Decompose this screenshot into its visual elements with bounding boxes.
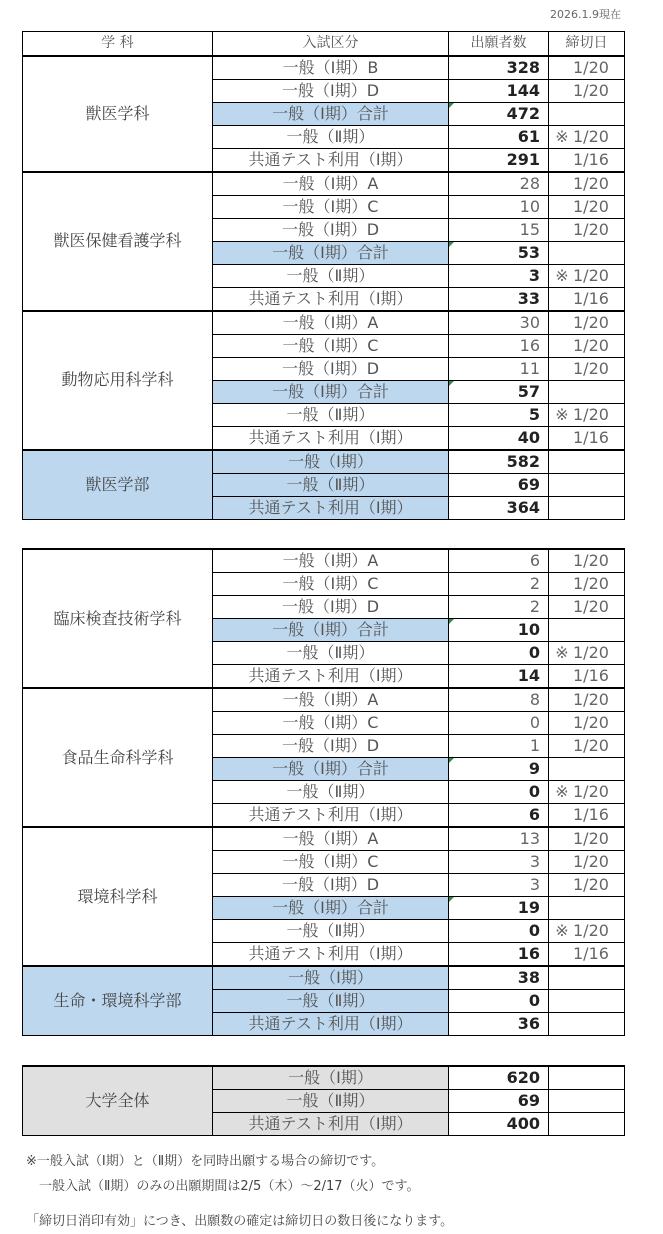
applications-table-life-env — [22, 548, 625, 1036]
applicant-count: 9 — [449, 758, 549, 781]
department-name: 獣医学科 — [23, 56, 213, 172]
deadline-date: 1/20 — [573, 265, 609, 285]
table-row — [23, 1066, 625, 1090]
deadline-cell — [549, 79, 625, 102]
deadline-date: 1/16 — [573, 666, 609, 685]
department-group — [23, 827, 625, 966]
exam-category: 一般（Ⅱ期） — [213, 781, 449, 804]
applicant-count: 2 — [449, 573, 549, 596]
applicant-count: 61 — [449, 125, 549, 148]
exam-category: 一般（Ⅰ期）D — [213, 735, 449, 758]
exam-category: 共通テスト利用（Ⅰ期） — [213, 804, 449, 828]
exam-category: 一般（Ⅱ期） — [213, 642, 449, 665]
exam-category: 一般（Ⅱ期） — [213, 403, 449, 426]
deadline-cell — [549, 426, 625, 450]
applicant-count: 15 — [449, 218, 549, 241]
deadline-cell — [549, 311, 625, 335]
deadline-date: 1/20 — [573, 690, 609, 709]
exam-category: 一般（Ⅰ期）C — [213, 712, 449, 735]
deadline-date: 1/20 — [573, 852, 609, 871]
applicant-count: 14 — [449, 665, 549, 689]
deadline-cell — [549, 102, 625, 125]
department-group — [23, 311, 625, 450]
exam-category: 一般（Ⅰ期）C — [213, 195, 449, 218]
applicant-count: 28 — [449, 172, 549, 196]
applicant-count: 582 — [449, 450, 549, 474]
exam-category: 共通テスト利用（Ⅰ期） — [213, 148, 449, 172]
applicant-count: 16 — [449, 943, 549, 967]
exam-category: 一般（Ⅰ期） — [213, 450, 449, 474]
applicant-count: 19 — [449, 897, 549, 920]
deadline-date: 1/16 — [573, 805, 609, 824]
exam-category: 一般（Ⅰ期）C — [213, 851, 449, 874]
applicant-count: 69 — [449, 1090, 549, 1113]
table-row — [23, 827, 625, 851]
deadline-date: 1/16 — [573, 944, 609, 963]
deadline-date: 1/20 — [573, 404, 609, 424]
exam-category: 一般（Ⅰ期）C — [213, 573, 449, 596]
header-dept: 学 科 — [23, 32, 213, 56]
applications-table-veterinary — [22, 31, 625, 520]
applicant-count: 10 — [449, 619, 549, 642]
deadline-cell — [549, 287, 625, 311]
exam-category: 共通テスト利用（Ⅰ期） — [213, 1013, 449, 1036]
exam-category: 一般（Ⅱ期） — [213, 1090, 449, 1113]
applicant-count: 69 — [449, 473, 549, 496]
deadline-cell — [549, 264, 625, 287]
exam-category: 共通テスト利用（Ⅰ期） — [213, 426, 449, 450]
department-group — [23, 56, 625, 172]
applicant-count: 364 — [449, 496, 549, 519]
deadline-note-mark: ※ — [555, 921, 569, 940]
deadline-cell — [549, 172, 625, 196]
deadline-cell — [549, 897, 625, 920]
department-name: 食品生命科学科 — [23, 688, 213, 827]
deadline-date: 1/20 — [573, 57, 609, 77]
table-row — [23, 450, 625, 474]
applicant-count: 33 — [449, 287, 549, 311]
deadline-cell — [549, 804, 625, 828]
applicant-count: 2 — [449, 596, 549, 619]
applicant-count: 8 — [449, 688, 549, 712]
deadline-cell — [549, 665, 625, 689]
deadline-cell — [549, 851, 625, 874]
exam-category: 一般（Ⅰ期）合計 — [213, 897, 449, 920]
deadline-date: 1/20 — [573, 219, 609, 239]
applicant-count: 0 — [449, 642, 549, 665]
header-category: 入試区分 — [213, 32, 449, 56]
department-group — [23, 1066, 625, 1136]
deadline-cell — [549, 195, 625, 218]
applicant-count: 472 — [449, 102, 549, 125]
applicant-count: 0 — [449, 920, 549, 943]
deadline-cell — [549, 450, 625, 474]
department-name: 環境科学科 — [23, 827, 213, 966]
applicant-count: 6 — [449, 804, 549, 828]
department-name: 大学全体 — [23, 1066, 213, 1136]
deadline-cell — [549, 241, 625, 264]
exam-category: 共通テスト利用（Ⅰ期） — [213, 665, 449, 689]
applicant-count: 53 — [449, 241, 549, 264]
deadline-cell — [549, 496, 625, 519]
department-name: 獣医保健看護学科 — [23, 172, 213, 311]
deadline-cell — [549, 712, 625, 735]
deadline-date: 1/20 — [573, 358, 609, 378]
applicant-count: 40 — [449, 426, 549, 450]
exam-category: 一般（Ⅰ期）A — [213, 172, 449, 196]
deadline-date: 1/20 — [573, 921, 609, 940]
deadline-date: 1/20 — [573, 597, 609, 616]
deadline-cell — [549, 334, 625, 357]
deadline-cell — [549, 148, 625, 172]
deadline-date: 1/20 — [573, 173, 609, 193]
deadline-date: 1/20 — [573, 643, 609, 662]
exam-category: 一般（Ⅰ期） — [213, 1066, 449, 1090]
exam-category: 一般（Ⅰ期）D — [213, 218, 449, 241]
exam-category: 共通テスト利用（Ⅰ期） — [213, 1113, 449, 1136]
header-deadline: 締切日 — [549, 32, 625, 56]
exam-category: 一般（Ⅰ期）合計 — [213, 241, 449, 264]
deadline-cell — [549, 619, 625, 642]
deadline-date: 1/16 — [573, 288, 609, 308]
exam-category: 一般（Ⅰ期）A — [213, 827, 449, 851]
exam-category: 一般（Ⅰ期）合計 — [213, 380, 449, 403]
deadline-cell — [549, 357, 625, 380]
deadline-date: 1/20 — [573, 574, 609, 593]
applicant-count: 3 — [449, 264, 549, 287]
applicant-count: 57 — [449, 380, 549, 403]
applicant-count: 16 — [449, 334, 549, 357]
deadline-cell — [549, 990, 625, 1013]
applicant-count: 3 — [449, 874, 549, 897]
applicant-count: 38 — [449, 966, 549, 990]
exam-category: 一般（Ⅰ期）A — [213, 311, 449, 335]
deadline-cell — [549, 943, 625, 967]
applicant-count: 1 — [449, 735, 549, 758]
deadline-cell — [549, 966, 625, 990]
deadline-cell — [549, 688, 625, 712]
deadline-date: 1/20 — [573, 713, 609, 732]
applicant-count: 328 — [449, 56, 549, 80]
deadline-date: 1/20 — [573, 196, 609, 216]
deadline-date: 1/20 — [573, 312, 609, 332]
exam-category: 一般（Ⅰ期）D — [213, 874, 449, 897]
exam-category: 一般（Ⅱ期） — [213, 920, 449, 943]
table-row — [23, 172, 625, 196]
applicant-count: 3 — [449, 851, 549, 874]
deadline-date: 1/20 — [573, 829, 609, 848]
applicant-count: 291 — [449, 148, 549, 172]
department-group — [23, 172, 625, 311]
applicant-count: 400 — [449, 1113, 549, 1136]
note-deadline: ※一般入試（Ⅰ期）と（Ⅱ期）を同時出願する場合の締切です。 — [26, 1154, 385, 1169]
deadline-cell — [549, 735, 625, 758]
deadline-cell — [549, 874, 625, 897]
deadline-cell — [549, 1113, 625, 1136]
table-row — [23, 688, 625, 712]
header-count: 出願者数 — [449, 32, 549, 56]
department-name: 獣医学部 — [23, 450, 213, 520]
applicant-count: 0 — [449, 990, 549, 1013]
deadline-cell — [549, 549, 625, 573]
department-group — [23, 450, 625, 520]
applicant-count: 36 — [449, 1013, 549, 1036]
exam-category: 一般（Ⅱ期） — [213, 125, 449, 148]
deadline-cell — [549, 920, 625, 943]
exam-category: 一般（Ⅰ期）合計 — [213, 102, 449, 125]
deadline-note-mark: ※ — [555, 126, 569, 146]
exam-category: 共通テスト利用（Ⅰ期） — [213, 943, 449, 967]
applicant-count: 11 — [449, 357, 549, 380]
exam-category: 一般（Ⅰ期）C — [213, 334, 449, 357]
deadline-cell — [549, 403, 625, 426]
department-group — [23, 688, 625, 827]
exam-category: 一般（Ⅱ期） — [213, 990, 449, 1013]
deadline-date: 1/20 — [573, 782, 609, 801]
table-row — [23, 549, 625, 573]
note-postmark: 「締切日消印有効」につき、出願数の確定は締切日の数日後になります。 — [26, 1214, 454, 1229]
applicant-count: 620 — [449, 1066, 549, 1090]
deadline-cell — [549, 596, 625, 619]
deadline-cell — [549, 1090, 625, 1113]
applicant-count: 0 — [449, 712, 549, 735]
department-name: 生命・環境科学部 — [23, 966, 213, 1036]
deadline-date: 1/20 — [573, 80, 609, 100]
applicant-count: 30 — [449, 311, 549, 335]
exam-category: 一般（Ⅰ期）A — [213, 688, 449, 712]
deadline-note-mark: ※ — [555, 782, 569, 801]
exam-category: 一般（Ⅰ期）A — [213, 549, 449, 573]
exam-category: 一般（Ⅰ期）合計 — [213, 619, 449, 642]
deadline-cell — [549, 781, 625, 804]
as-of-date: 2026.1.9現在 — [550, 8, 621, 21]
deadline-note-mark: ※ — [555, 404, 569, 424]
deadline-cell — [549, 380, 625, 403]
deadline-cell — [549, 1066, 625, 1090]
exam-category: 一般（Ⅰ期）合計 — [213, 758, 449, 781]
deadline-cell — [549, 56, 625, 80]
department-group — [23, 549, 625, 688]
deadline-date: 1/20 — [573, 551, 609, 570]
deadline-cell — [549, 1013, 625, 1036]
exam-category: 一般（Ⅱ期） — [213, 264, 449, 287]
deadline-date: 1/20 — [573, 875, 609, 894]
exam-category: 一般（Ⅰ期）D — [213, 79, 449, 102]
deadline-date: 1/20 — [573, 736, 609, 755]
applicant-count: 13 — [449, 827, 549, 851]
table-row — [23, 966, 625, 990]
note-period: 一般入試（Ⅱ期）のみの出願期間は2/5（木）～2/17（火）です。 — [26, 1179, 420, 1194]
applicant-count: 144 — [449, 79, 549, 102]
exam-category: 一般（Ⅰ期）D — [213, 357, 449, 380]
department-name: 動物応用科学科 — [23, 311, 213, 450]
applications-table-university — [22, 1065, 625, 1136]
deadline-note-mark: ※ — [555, 643, 569, 662]
applicant-count: 5 — [449, 403, 549, 426]
deadline-cell — [549, 758, 625, 781]
table-row — [23, 56, 625, 80]
applicant-count: 0 — [449, 781, 549, 804]
deadline-cell — [549, 125, 625, 148]
deadline-date: 1/16 — [573, 149, 609, 169]
exam-category: 一般（Ⅱ期） — [213, 473, 449, 496]
exam-category: 共通テスト利用（Ⅰ期） — [213, 496, 449, 519]
applicant-count: 6 — [449, 549, 549, 573]
department-group — [23, 966, 625, 1036]
table-row — [23, 311, 625, 335]
exam-category: 共通テスト利用（Ⅰ期） — [213, 287, 449, 311]
department-name: 臨床検査技術学科 — [23, 549, 213, 688]
deadline-note-mark: ※ — [555, 265, 569, 285]
deadline-cell — [549, 218, 625, 241]
applicant-count: 10 — [449, 195, 549, 218]
deadline-date: 1/20 — [573, 335, 609, 355]
deadline-cell — [549, 642, 625, 665]
deadline-date: 1/16 — [573, 427, 609, 447]
exam-category: 一般（Ⅰ期）B — [213, 56, 449, 80]
exam-category: 一般（Ⅰ期）D — [213, 596, 449, 619]
deadline-cell — [549, 473, 625, 496]
table-header-row — [23, 32, 625, 56]
exam-category: 一般（Ⅰ期） — [213, 966, 449, 990]
deadline-cell — [549, 827, 625, 851]
deadline-cell — [549, 573, 625, 596]
deadline-date: 1/20 — [573, 126, 609, 146]
